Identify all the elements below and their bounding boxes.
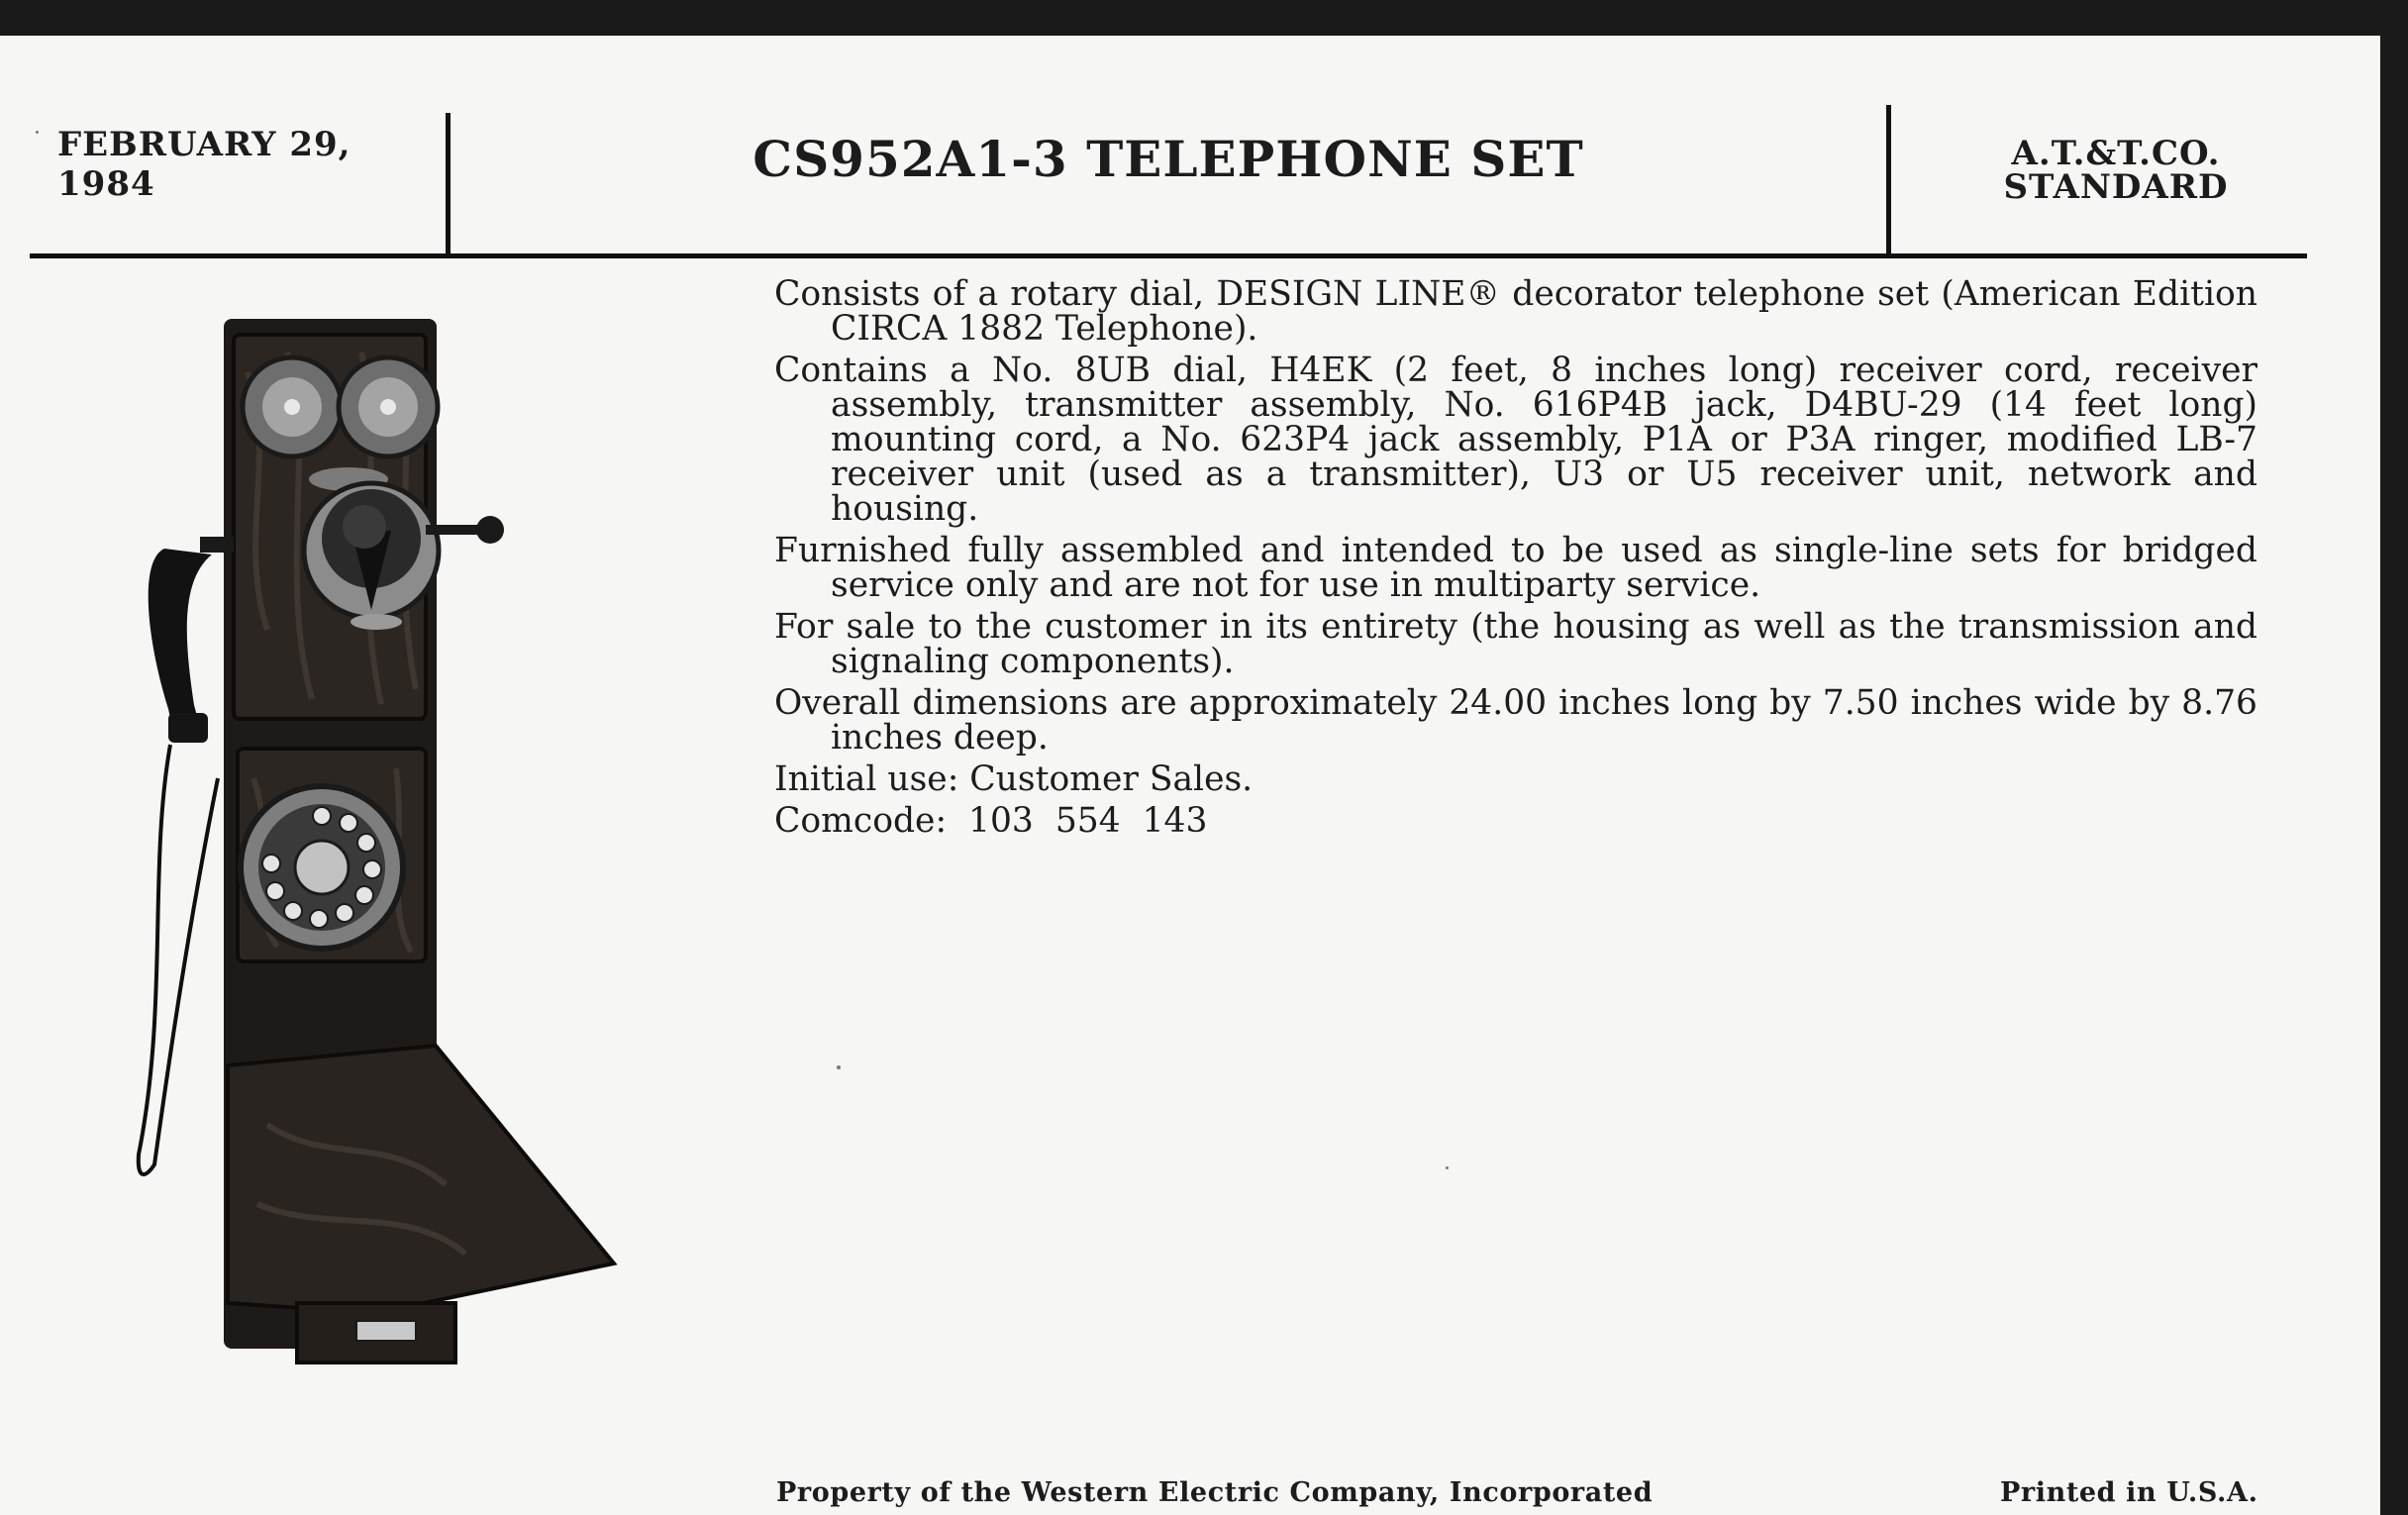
spec-sheet: [0, 36, 2380, 1515]
paragraph-sale: For sale to the customer in its entirety (the housing as well as the transmission and signaling components).: [774, 607, 2258, 681]
footer-property: Property of the Western Electric Company, Incorporated: [776, 1477, 1654, 1508]
paper-speck: [36, 131, 39, 134]
paragraph-contents: Contains a No. 8UB dial, H4EK (2 feet, 8 inches long) receiver cord, receiver assembly, transmitter assembly, No. 616P4B jack, D4BU-29 (14 feet long) mounting cord, a No. 623P4 jack assembly, P1A or P3A ringer, modified LB-7 receiver unit (used as a transmitter), U3 or U5 receiver unit, network and housing.: [774, 351, 2258, 529]
description-body: [774, 274, 2258, 846]
crank-knob-icon: [476, 516, 504, 544]
footer-printed: Printed in U.S.A.: [2000, 1477, 2258, 1508]
wall-telephone-icon: [129, 313, 644, 1372]
standard-label-line2: STANDARD: [2003, 167, 2229, 207]
header-divider-right: [1886, 105, 1891, 253]
paragraph-initial-use: Initial use: Customer Sales.: [774, 759, 1254, 799]
paragraph-composition: Consists of a rotary dial, DESIGN LINE® decorator telephone set (American Edition CIRCA 1882 Telephone).: [774, 274, 2258, 349]
header-rule: [30, 253, 2307, 258]
page-title: CS952A1-3 TELEPHONE SET: [752, 130, 1584, 188]
receiver-icon: [149, 549, 212, 727]
paragraph-dimensions: Overall dimensions are approximately 24.00 inches long by 7.50 inches wide by 8.76 inches deep.: [774, 683, 2258, 758]
receiver-hook-icon: [200, 537, 234, 553]
paper-speck: [1446, 1166, 1449, 1169]
paper-speck: [837, 1065, 841, 1069]
paragraph-furnished: Furnished fully assembled and intended to be used as single-line sets for bridged service only and are not for use in multiparty service.: [774, 531, 2258, 605]
standard-label: [1893, 134, 2339, 207]
writing-shelf: [228, 1046, 614, 1313]
standard-label-line1: A.T.&T.CO.: [2011, 134, 2221, 173]
header-date: FEBRUARY 29, 1984: [57, 125, 351, 204]
paragraph-comcode: Comcode: 103 554 143: [774, 801, 1208, 841]
